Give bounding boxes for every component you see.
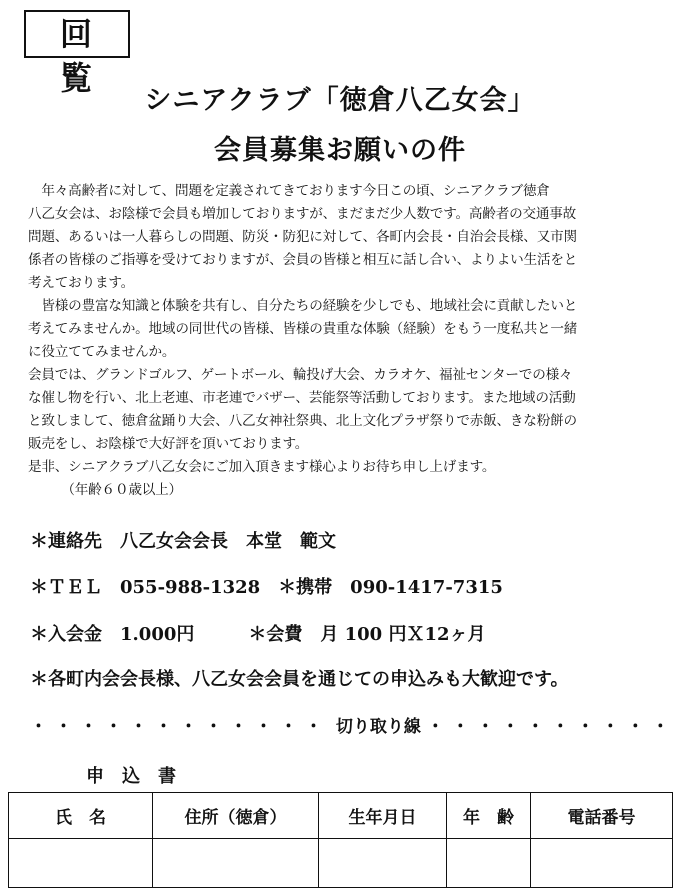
body-line: 年々高齢者に対して、問題を定義されてきております今日この頃、シニアクラブ徳倉: [28, 183, 550, 199]
application-table: [8, 792, 673, 888]
table-header-row: [9, 793, 673, 839]
phone-cell[interactable]: [531, 839, 673, 888]
body-line: 会員では、グランドゴルフ、ゲートボール、輪投げ大会、カラオケ、福祉センターでの様々: [28, 367, 573, 383]
header-phone: 電話番号: [531, 793, 673, 839]
cut-dots-right: ・・・・・・・・・・: [426, 717, 677, 737]
form-title: 申込書: [86, 766, 194, 787]
body-line: 考えてみませんか。地域の同世代の皆様、皆様の貴重な体験（経験）をもう一度私共と一緒: [28, 321, 578, 337]
fees-line: ＊入会金 1.000円 ＊会費 月 100 円Ｘ12ヶ月: [30, 624, 486, 645]
header-address: 住所（徳倉）: [153, 793, 319, 839]
age-cell[interactable]: [447, 839, 531, 888]
body-line: 八乙女会は、お陰様で会員も増加しておりますが、まだまだ少人数です。高齢者の交通事故: [28, 206, 577, 222]
cut-dots-left: ・・・・・・・・・・・・: [30, 717, 330, 737]
body-line: （年齢６０歳以上）: [28, 482, 182, 498]
title-line-1: シニアクラブ「徳倉八乙女会」: [144, 85, 536, 116]
body-line: と致しまして、徳倉盆踊り大会、八乙女神社祭典、北上文化プラザ祭りで赤飯、きな粉餅の: [28, 413, 577, 429]
body-line: 皆様の豊富な知識と体験を共有し、自分たちの経験を少しでも、地域社会に貢献したいと: [28, 298, 578, 314]
header-age: 年 齢: [447, 793, 531, 839]
table-row: [9, 839, 673, 888]
body-line: 係者の皆様のご指導を受けておりますが、会員の皆様と相互に話し合い、よりよい生活をと: [28, 252, 578, 268]
contact-line: ＊連絡先 八乙女会会長 本堂 範文: [30, 531, 336, 552]
body-line: 販売をし、お陰様で大好評を頂いております。: [28, 436, 309, 452]
body-text: [28, 180, 668, 502]
address-cell[interactable]: [153, 839, 319, 888]
birthdate-cell[interactable]: [319, 839, 447, 888]
title-line-2: 会員募集お願いの件: [214, 135, 466, 166]
body-line: 是非、シニアクラブ八乙女会にご加入頂きます様心よりお待ち申し上げます。: [28, 459, 496, 475]
header-birthdate: 生年月日: [319, 793, 447, 839]
body-line: 考えております。: [28, 275, 135, 291]
name-cell[interactable]: [9, 839, 153, 888]
circulation-stamp: 回 覧: [24, 10, 130, 58]
cut-label: 切り取り線: [335, 717, 421, 737]
body-line: に役立ててみませんか。: [28, 344, 176, 360]
welcome-line: ＊各町内会会長様、八乙女会会員を通じての申込みも大歓迎です。: [30, 669, 569, 690]
cut-line: [30, 712, 677, 737]
header-name: 氏 名: [9, 793, 153, 839]
body-line: 問題、あるいは一人暮らしの問題、防災・防犯に対して、各町内会長・自治会長様、又市関: [28, 229, 577, 245]
tel-line: ＊ＴＥＬ 055-988-1328 ＊携帯 090-1417-7315: [30, 577, 503, 598]
body-line: な催し物を行い、北上老連、市老連でバザー、芸能祭等活動しております。また地域の活動: [28, 390, 576, 406]
